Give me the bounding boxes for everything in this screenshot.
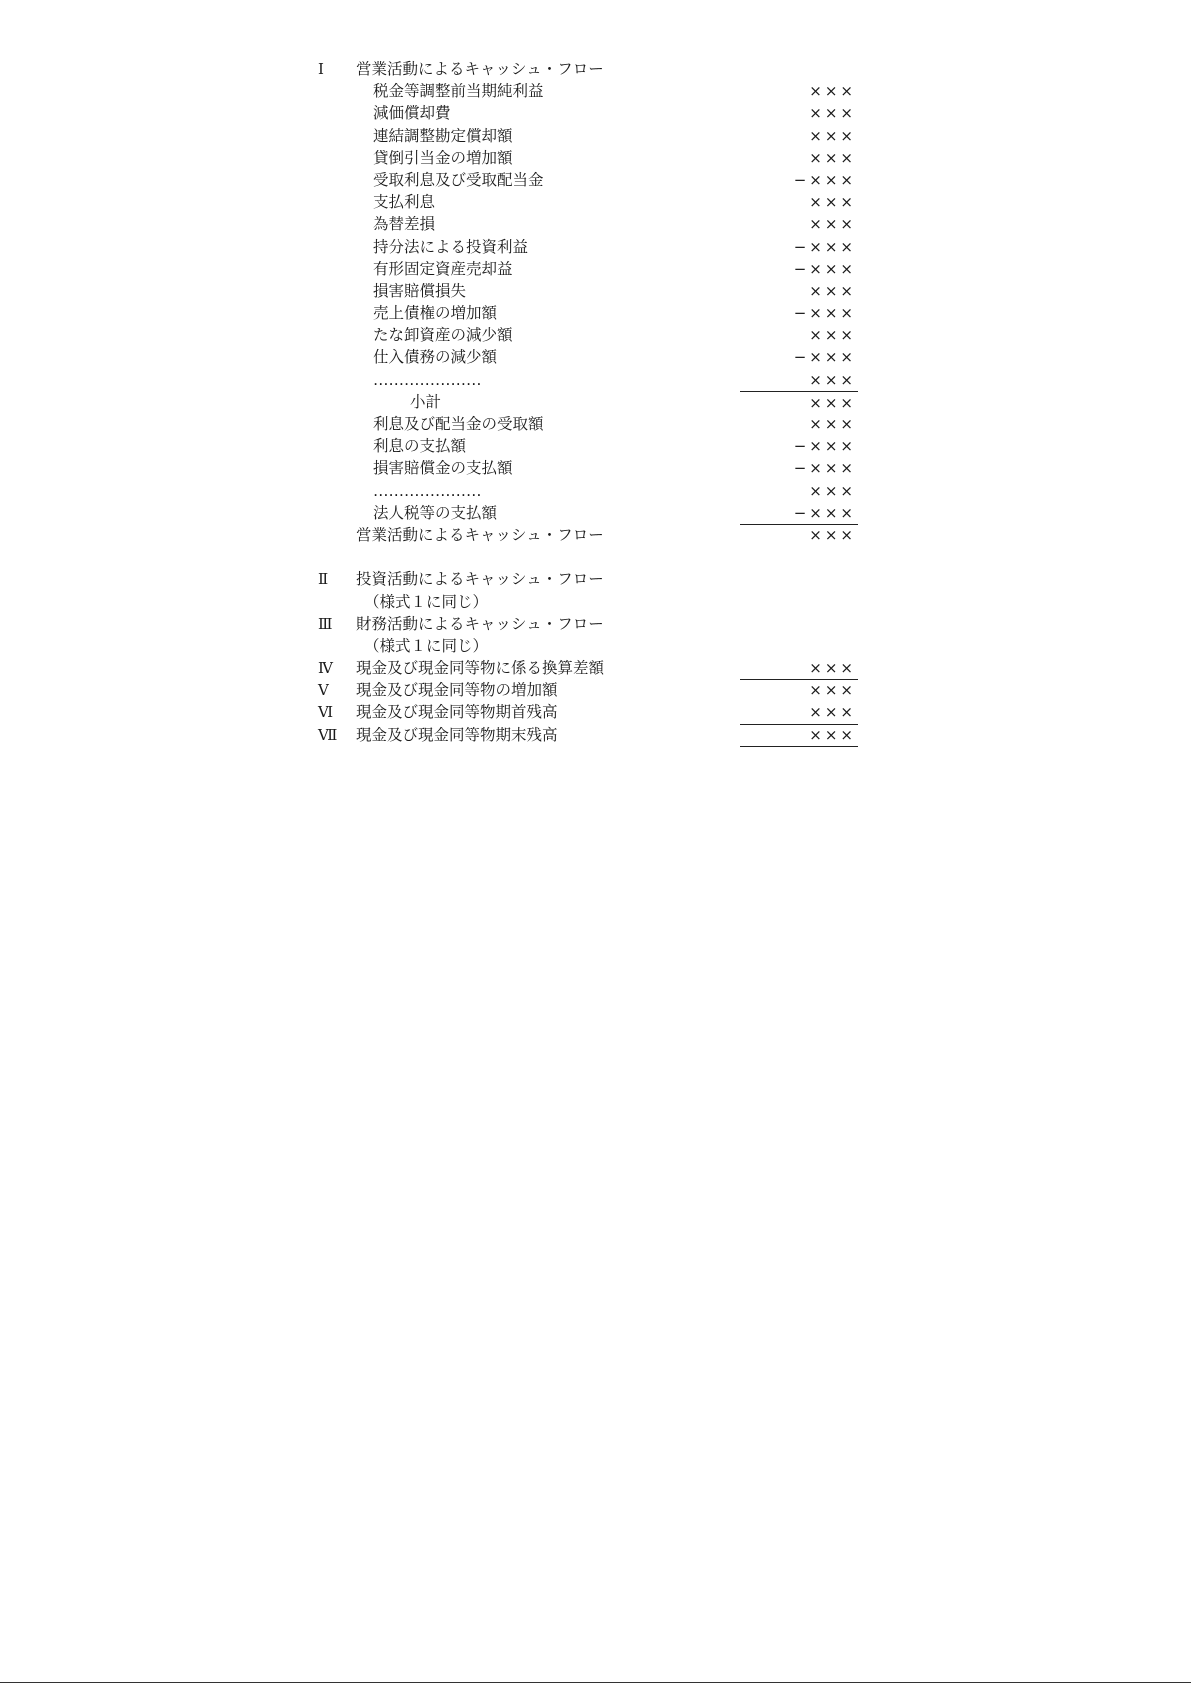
statement-row [318,480,858,502]
row-amount: ××× [809,415,856,433]
statement-row [318,457,858,479]
statement-row [318,102,858,124]
row-amount: ××× [809,370,856,389]
cash-flow-statement [318,58,858,746]
row-amount: ××× [809,681,856,700]
statement-row-section-3 [318,613,858,635]
statement-row [318,324,858,346]
row-label: 為替差損 [373,215,436,234]
statement-row [318,369,858,391]
row-amount: ××× [809,281,856,300]
row-label: 連結調整勘定償却額 [373,126,513,145]
row-label: 売上債権の増加額 [373,304,498,323]
statement-row-section-4 [318,657,858,679]
statement-row [318,302,858,324]
section-numeral: Ⅳ [318,659,333,678]
row-label: 受取利息及び受取配当金 [373,170,544,189]
operating-total-label: 営業活動によるキャッシュ・フロー [356,525,604,544]
row-label: 貸倒引当金の増加額 [373,148,513,167]
row-amount: −××× [793,259,856,278]
row-label: 支払利息 [373,193,436,212]
spacer [318,546,858,568]
section-numeral: Ⅵ [318,703,334,722]
statement-row [318,591,858,613]
subtotal-label: 小計 [410,392,442,411]
section-heading: 営業活動によるキャッシュ・フロー [356,60,604,78]
section-numeral: Ⅴ [318,681,329,700]
statement-row [318,258,858,280]
row-amount: ××× [809,193,856,212]
statement-row [318,125,858,147]
section-numeral: Ⅶ [318,725,338,744]
row-label: 利息の支払額 [373,437,467,456]
page-bottom-rule [0,1682,1191,1683]
row-label: 損害賠償金の支払額 [373,459,513,478]
row-amount: −××× [793,170,856,189]
statement-row [318,213,858,235]
statement-row-section-7 [318,724,858,746]
row-note: （様式１に同じ） [364,592,489,611]
row-amount: −××× [793,237,856,256]
row-amount: −××× [740,502,858,525]
statement-row-section-6 [318,701,858,723]
subtotal-row [318,391,858,413]
statement-row [318,435,858,457]
row-amount: ××× [809,481,856,500]
row-label: 仕入債務の減少額 [373,348,498,367]
section-numeral: Ⅰ [318,60,324,78]
statement-row [318,169,858,191]
operating-total-row [318,524,858,546]
row-label: 税金等調整前当期純利益 [373,82,544,101]
operating-total-amount: ××× [809,525,856,544]
row-label: 持分法による投資利益 [373,237,529,256]
row-label: 利息及び配当金の受取額 [373,415,544,433]
statement-row-section-2 [318,568,858,590]
section-heading: 現金及び現金同等物期首残高 [356,703,558,722]
row-amount: −××× [793,437,856,456]
row-amount: ××× [809,215,856,234]
statement-row [318,280,858,302]
row-label: ………………… [373,481,482,500]
row-amount: ××× [740,701,858,724]
section-numeral: Ⅱ [318,570,329,589]
row-label: たな卸資産の減少額 [373,326,513,345]
row-amount: ××× [809,82,856,101]
statement-row [318,502,858,524]
section-heading: 財務活動によるキャッシュ・フロー [356,614,604,633]
subtotal-amount: ××× [740,391,858,414]
row-label: 法人税等の支払額 [373,503,498,522]
row-amount: ××× [809,126,856,145]
row-label: 損害賠償損失 [373,281,467,300]
row-label: 有形固定資産売却益 [373,259,513,278]
section-numeral: Ⅲ [318,614,333,633]
statement-row [318,147,858,169]
section-heading: 投資活動によるキャッシュ・フロー [356,570,604,589]
statement-row [318,236,858,258]
row-amount: ××× [809,104,856,123]
section-heading: 現金及び現金同等物期末残高 [356,725,558,744]
statement-row-section-5 [318,679,858,701]
row-label: 減価償却費 [373,104,451,123]
statement-row [318,346,858,368]
section-heading: 現金及び現金同等物の増加額 [356,681,558,700]
section-heading: 現金及び現金同等物に係る換算差額 [356,659,605,678]
row-amount: −××× [793,304,856,323]
row-amount: ××× [740,657,858,680]
statement-row [318,635,858,657]
row-amount: ××× [809,326,856,345]
row-label: ………………… [373,370,482,389]
row-amount: ××× [740,724,858,747]
statement-row [318,191,858,213]
statement-row-section-1 [318,58,858,80]
row-amount: −××× [793,459,856,478]
statement-row [318,80,858,102]
row-amount: −××× [793,348,856,367]
statement-row [318,413,858,435]
row-amount: ××× [809,148,856,167]
row-note: （様式１に同じ） [364,636,489,655]
